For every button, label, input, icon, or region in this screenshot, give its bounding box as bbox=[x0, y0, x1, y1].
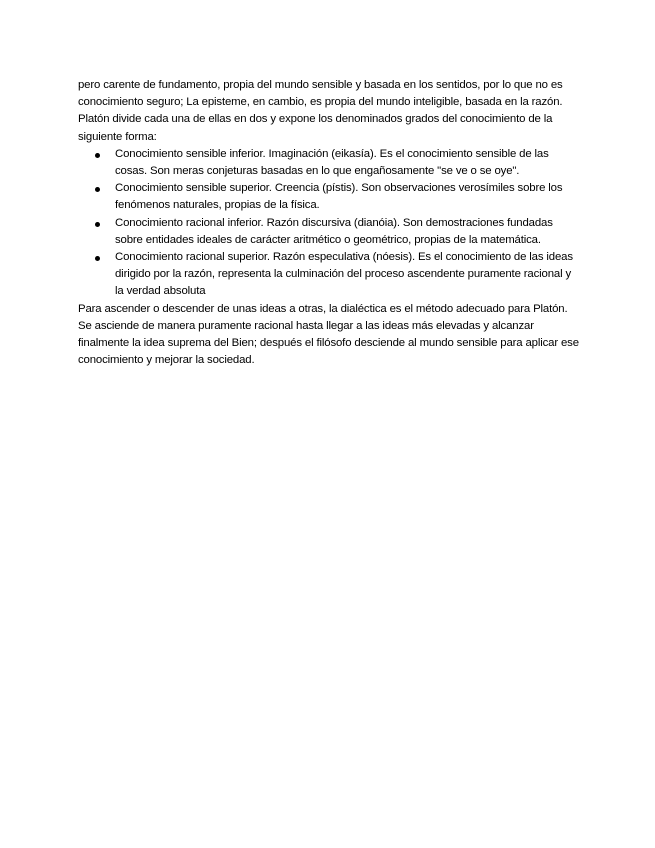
bullet-icon bbox=[95, 187, 100, 192]
list-item bbox=[78, 215, 580, 249]
bullet-icon bbox=[95, 222, 100, 227]
document-body bbox=[78, 77, 580, 369]
knowledge-degrees-list bbox=[78, 146, 580, 301]
list-item-text: Conocimiento sensible inferior. Imaginación (eikasía). Es el conocimiento sensible de las cosas. Son meras conjeturas basadas en lo que engañosamente "se ve o se oye". bbox=[115, 147, 549, 178]
list-item bbox=[78, 146, 580, 180]
closing-paragraph: Para ascender o descender de unas ideas a otras, la dialéctica es el método adecuado para Platón. Se asciende de manera puramente racional hasta llegar a las ideas más elevadas y alcanzar finalmente la idea suprema del Bien; después el filósofo desciende al mundo sensible para aplicar ese conocimiento y mejorar la sociedad. bbox=[78, 302, 579, 367]
bullet-icon bbox=[95, 256, 100, 261]
intro-paragraph: pero carente de fundamento, propia del mundo sensible y basada en los sentidos, por lo que no es conocimiento seguro; La episteme, en cambio, es propia del mundo inteligible, basada en la razón. Platón divide cada una de ellas en dos y expone los denominados grados del conocimiento de la siguiente forma: bbox=[78, 79, 563, 143]
list-item-text: Conocimiento sensible superior. Creencia (pístis). Son observaciones verosímiles sobre los fenómenos naturales, propias de la física. bbox=[115, 182, 563, 212]
list-item-text: Conocimiento racional inferior. Razón discursiva (dianóia). Son demostraciones fundadas sobre entidades ideales de carácter aritmético o geométrico, propias de la matemática. bbox=[115, 216, 553, 246]
list-item bbox=[78, 180, 580, 214]
list-item-text: Conocimiento racional superior. Razón especulativa (nóesis). Es el conocimiento de las ideas dirigido por la razón, representa la culminación del proceso ascendente puramente racional y la verdad absoluta bbox=[115, 251, 573, 298]
list-item bbox=[78, 249, 580, 301]
bullet-icon bbox=[95, 153, 100, 158]
